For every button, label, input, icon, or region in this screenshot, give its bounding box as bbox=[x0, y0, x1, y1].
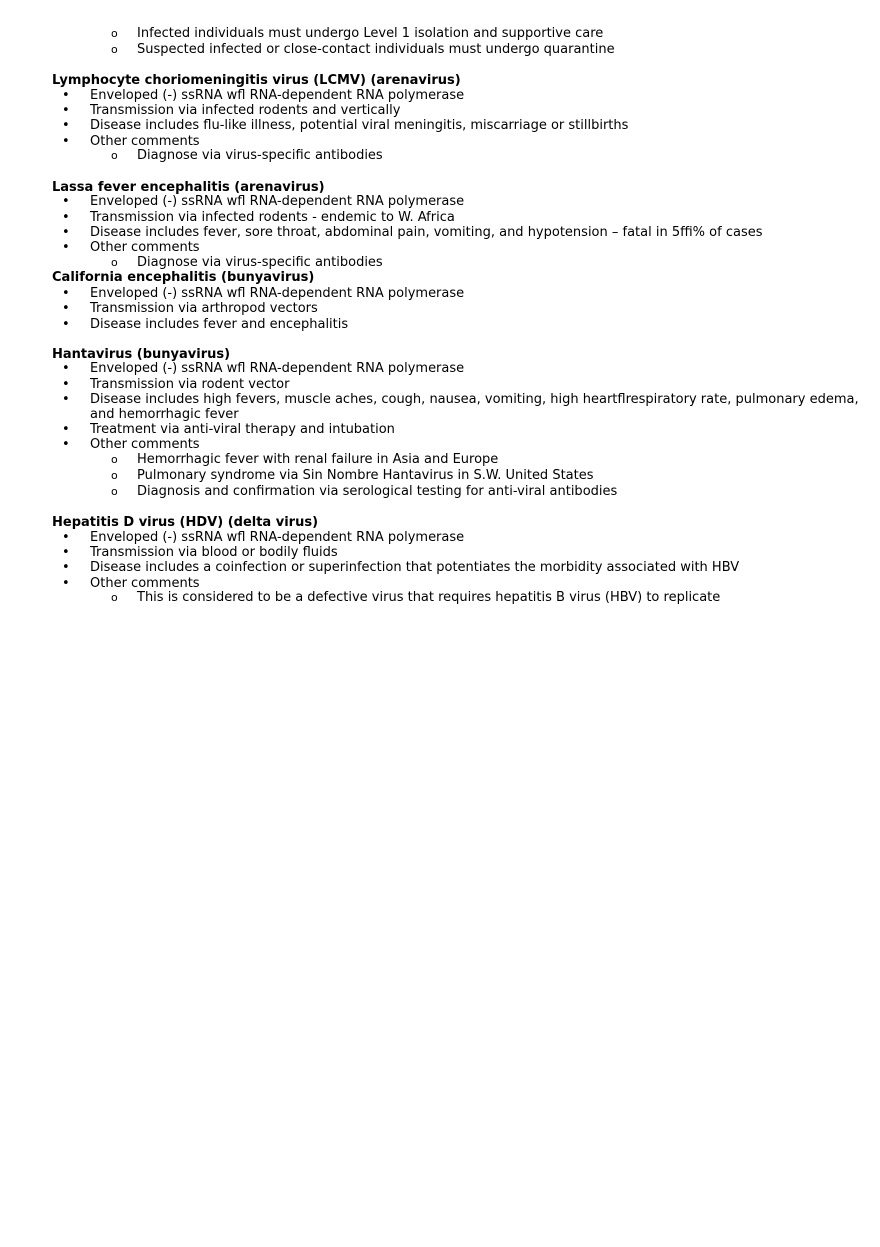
sub-list-item: Diagnosis and confirmation via serological testing for anti-viral antibodies bbox=[137, 484, 618, 499]
section-heading-lcmv: Lymphocyte choriomeningitis virus (LCMV) (arenavirus) bbox=[52, 73, 461, 88]
bullet-marker: • bbox=[62, 194, 70, 209]
list-item-continuation: and hemorrhagic fever bbox=[90, 407, 239, 422]
list-item: Enveloped (-) ssRNA wfl RNA-dependent RNA polymerase bbox=[90, 286, 465, 301]
list-item: Transmission via arthropod vectors bbox=[90, 301, 318, 316]
section-heading-hantavirus: Hantavirus (bunyavirus) bbox=[52, 347, 231, 362]
list-item: Enveloped (-) ssRNA wfl RNA-dependent RNA polymerase bbox=[90, 530, 465, 545]
list-item: Enveloped (-) ssRNA wfl RNA-dependent RNA polymerase bbox=[90, 194, 465, 209]
sub-bullet-marker: o bbox=[111, 149, 118, 162]
bullet-marker: • bbox=[62, 361, 70, 376]
list-item: Transmission via infected rodents - endemic to W. Africa bbox=[90, 210, 455, 225]
bullet-marker: • bbox=[62, 377, 70, 392]
list-item: Enveloped (-) ssRNA wfl RNA-dependent RNA polymerase bbox=[90, 361, 465, 376]
list-item: Treatment via anti-viral therapy and intubation bbox=[90, 422, 395, 437]
section-heading-hdv: Hepatitis D virus (HDV) (delta virus) bbox=[52, 515, 319, 530]
sub-list-item: Diagnose via virus-specific antibodies bbox=[137, 255, 383, 270]
bullet-marker: • bbox=[62, 317, 70, 332]
bullet-marker: • bbox=[62, 576, 70, 591]
bullet-marker: • bbox=[62, 530, 70, 545]
section-heading-california: California encephalitis (bunyavirus) bbox=[52, 270, 315, 285]
bullet-marker: • bbox=[62, 545, 70, 560]
list-item: Transmission via blood or bodily fluids bbox=[90, 545, 338, 560]
bullet-marker: • bbox=[62, 88, 70, 103]
list-item: Other comments bbox=[90, 134, 200, 149]
sub-list-item: Infected individuals must undergo Level 1 isolation and supportive care bbox=[137, 26, 604, 41]
sub-bullet-marker: o bbox=[111, 591, 118, 604]
bullet-marker: • bbox=[62, 392, 70, 407]
sub-bullet-marker: o bbox=[111, 485, 118, 498]
list-item: Transmission via infected rodents and vertically bbox=[90, 103, 401, 118]
list-item: Disease includes fever, sore throat, abdominal pain, vomiting, and hypotension – fatal in 5ffi% of cases bbox=[90, 225, 763, 240]
sub-bullet-marker: o bbox=[111, 43, 118, 56]
bullet-marker: • bbox=[62, 301, 70, 316]
list-item: Enveloped (-) ssRNA wfl RNA-dependent RNA polymerase bbox=[90, 88, 465, 103]
bullet-marker: • bbox=[62, 560, 70, 575]
bullet-marker: • bbox=[62, 134, 70, 149]
sub-list-item: Hemorrhagic fever with renal failure in Asia and Europe bbox=[137, 452, 499, 467]
sub-bullet-marker: o bbox=[111, 27, 118, 40]
bullet-marker: • bbox=[62, 240, 70, 255]
list-item: Disease includes a coinfection or superinfection that potentiates the morbidity associated with HBV bbox=[90, 560, 740, 575]
list-item: Disease includes high fevers, muscle aches, cough, nausea, vomiting, high heartflrespiratory rate, pulmonary edema, bbox=[90, 392, 859, 407]
bullet-marker: • bbox=[62, 118, 70, 133]
list-item: Disease includes fever and encephalitis bbox=[90, 317, 349, 332]
sub-bullet-marker: o bbox=[111, 453, 118, 466]
sub-bullet-marker: o bbox=[111, 469, 118, 482]
list-item: Other comments bbox=[90, 437, 200, 452]
list-item: Transmission via rodent vector bbox=[90, 377, 290, 392]
bullet-marker: • bbox=[62, 103, 70, 118]
sub-list-item: Suspected infected or close-contact individuals must undergo quarantine bbox=[137, 42, 615, 57]
sub-list-item: Diagnose via virus-specific antibodies bbox=[137, 148, 383, 163]
bullet-marker: • bbox=[62, 286, 70, 301]
list-item: Disease includes flu-like illness, potential viral meningitis, miscarriage or stillbirths bbox=[90, 118, 629, 133]
bullet-marker: • bbox=[62, 437, 70, 452]
sub-bullet-marker: o bbox=[111, 256, 118, 269]
sub-list-item: This is considered to be a defective virus that requires hepatitis B virus (HBV) to replicate bbox=[137, 590, 721, 605]
bullet-marker: • bbox=[62, 210, 70, 225]
section-heading-lassa: Lassa fever encephalitis (arenavirus) bbox=[52, 180, 325, 195]
list-item: Other comments bbox=[90, 240, 200, 255]
sub-list-item: Pulmonary syndrome via Sin Nombre Hantavirus in S.W. United States bbox=[137, 468, 594, 483]
bullet-marker: • bbox=[62, 422, 70, 437]
list-item: Other comments bbox=[90, 576, 200, 591]
bullet-marker: • bbox=[62, 225, 70, 240]
